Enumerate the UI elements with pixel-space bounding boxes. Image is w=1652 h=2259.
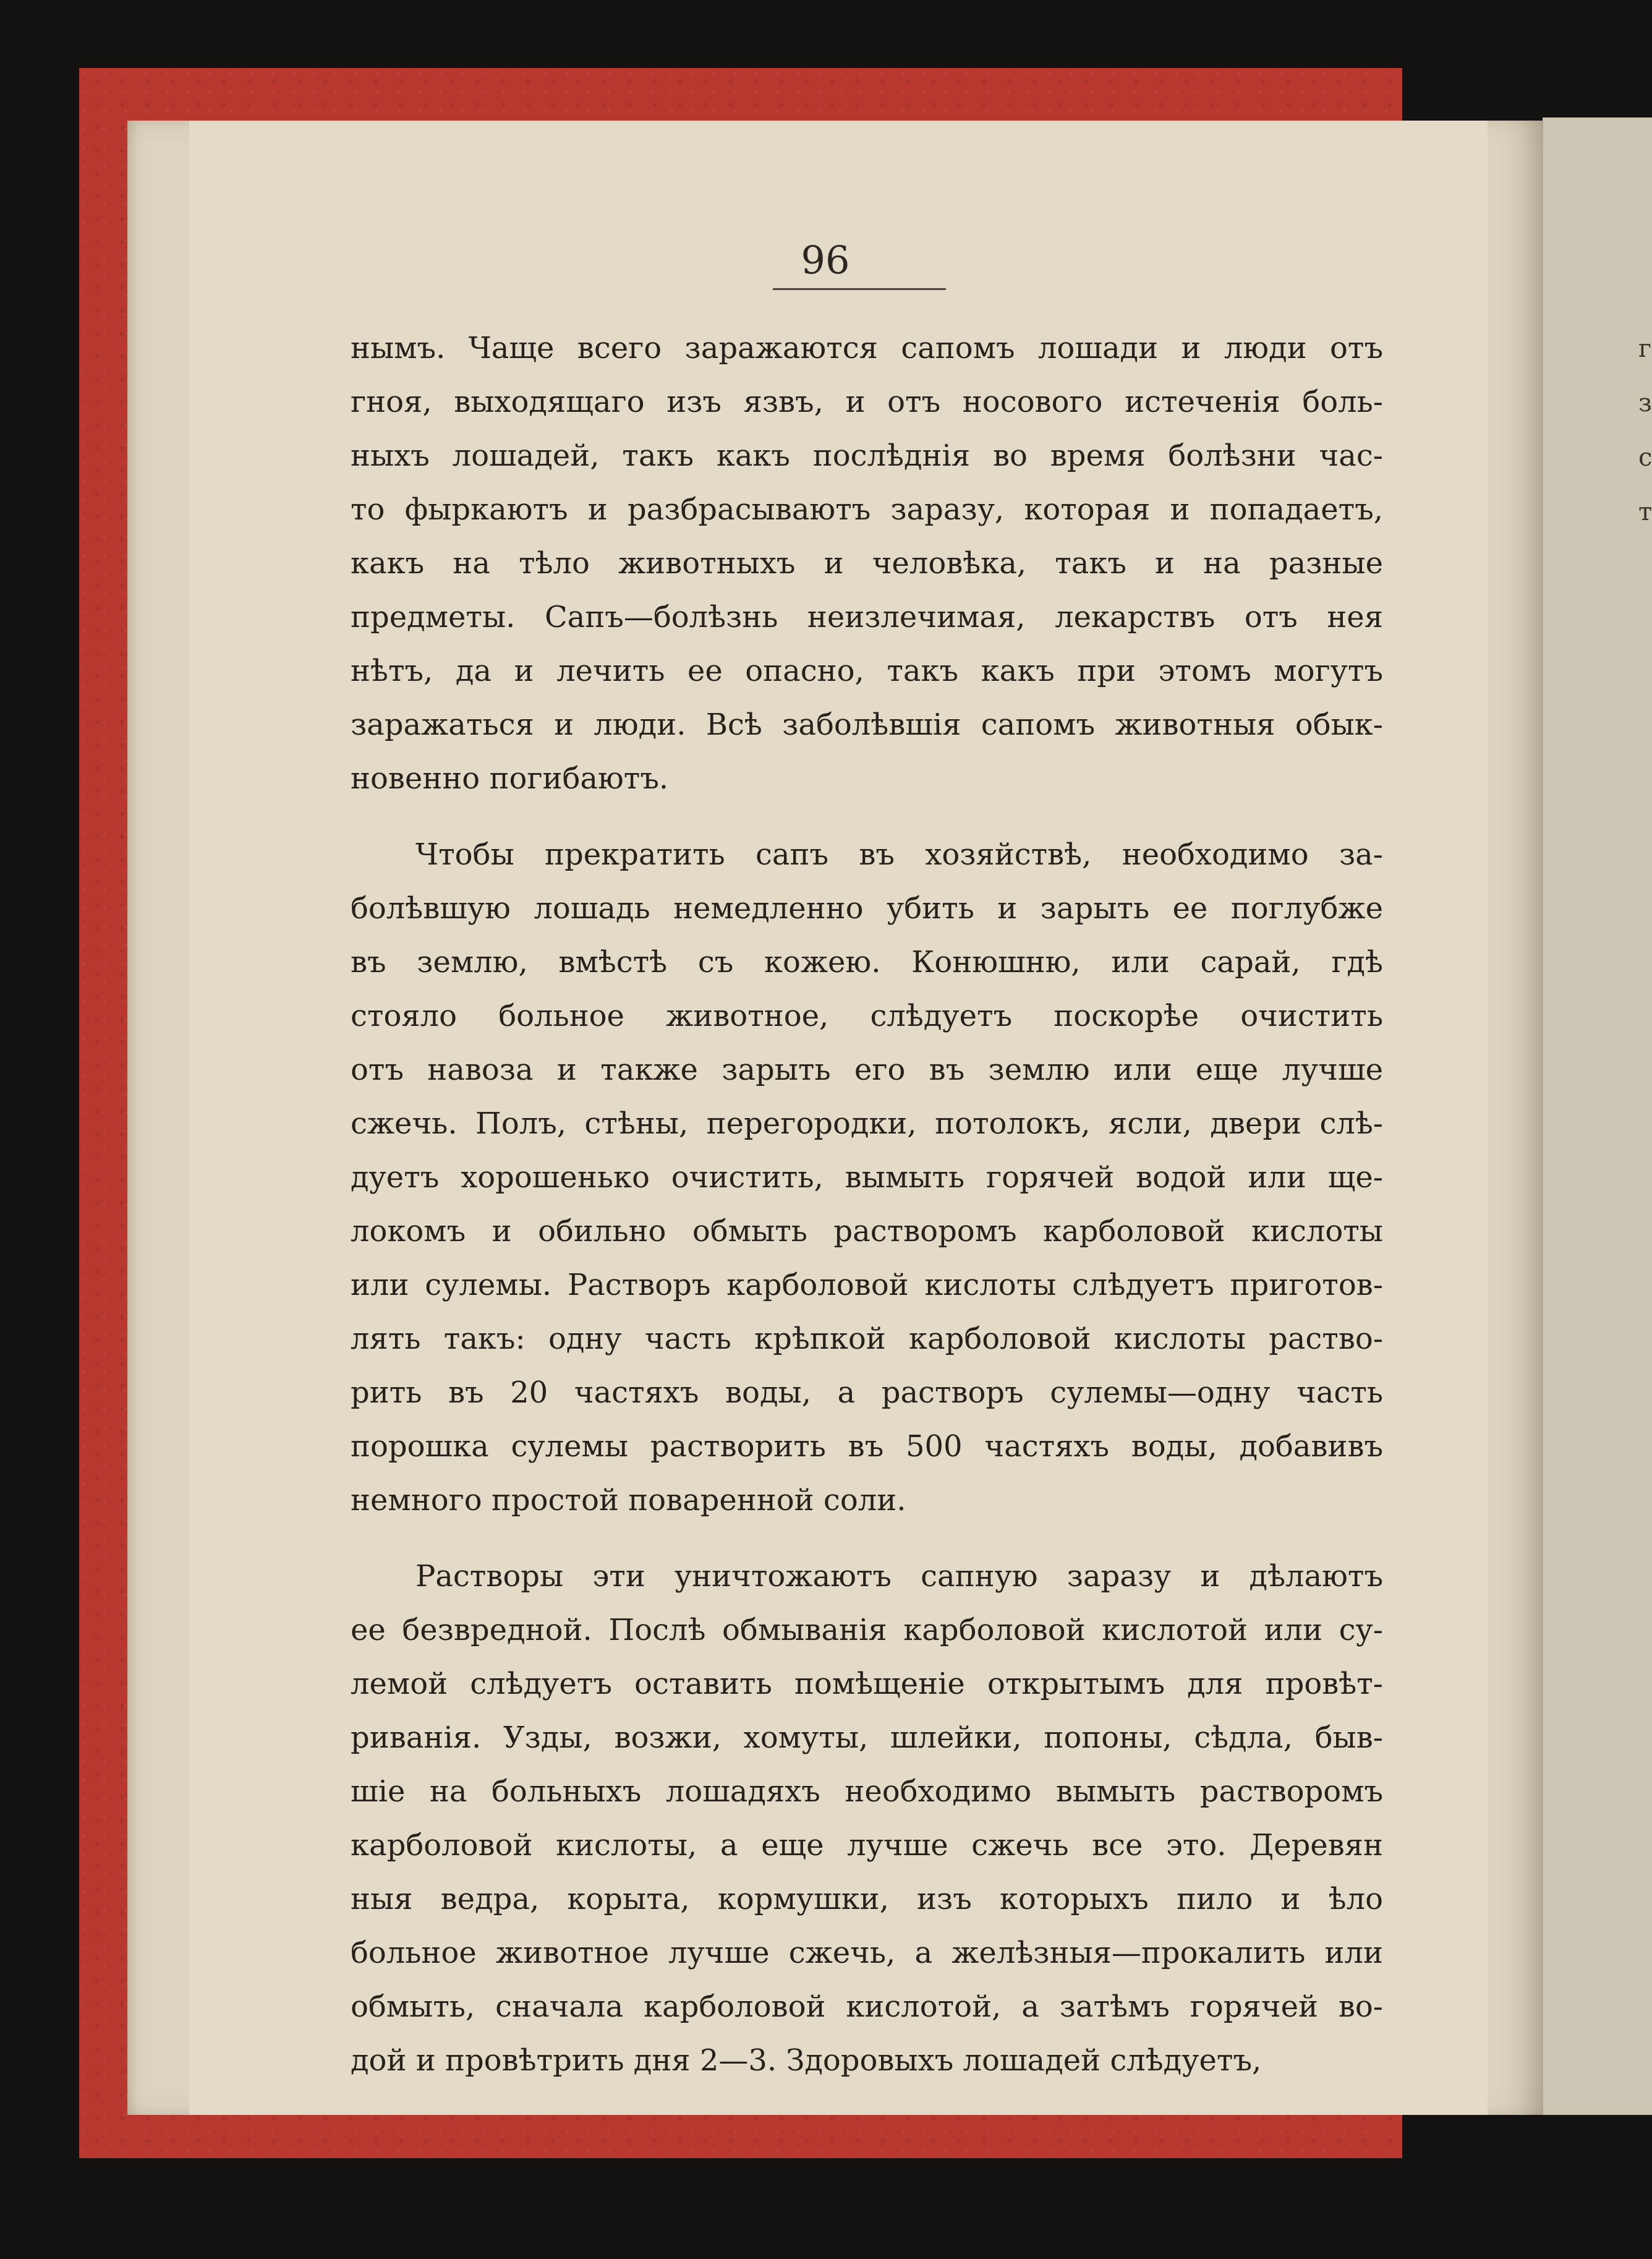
paragraph-gap [351, 1527, 1383, 1550]
page-number: 96 [801, 237, 850, 283]
text-line: локомъ и обильно обмыть растворомъ карболовой кислоты [351, 1214, 1383, 1249]
text-line: новенно погибаютъ. [351, 761, 669, 796]
paragraph [351, 828, 1383, 1527]
text-line: ныхъ лошадей, такъ какъ послѣднія во время болѣзни час- [351, 438, 1383, 473]
text-line: Растворы эти уничтожаютъ сапную заразу и дѣлаютъ [415, 1559, 1383, 1594]
text-line: обмыть, сначала карболовой кислотой, а затѣмъ горячей во- [351, 1989, 1383, 2024]
page-number-rule [773, 288, 946, 290]
text-line: предметы. Сапъ—болѣзнь неизлечимая, лекарствъ отъ нея [351, 600, 1383, 634]
text-line: карболовой кислоты, а еще лучше сжечь все это. Деревян [351, 1828, 1383, 1863]
text-line: то фыркаютъ и разбрасываютъ заразу, которая и попадаетъ, [351, 492, 1383, 527]
text-line: Чтобы прекратить сапъ въ хозяйствѣ, необходимо за- [415, 837, 1383, 872]
text-line: или сулемы. Растворъ карболовой кислоты слѣдуетъ приготов- [351, 1268, 1383, 1302]
text-line: стояло больное животное, слѣдуетъ поскорѣе очистить [351, 999, 1383, 1033]
paragraph [351, 1550, 1383, 2088]
text-line: риванія. Узды, возжи, хомуты, шлейки, попоны, сѣдла, быв- [351, 1720, 1383, 1755]
text-line: дой и провѣтрить дня 2—3. Здоровыхъ лошадей слѣдуетъ, [351, 2043, 1262, 2078]
text-line: ее безвредной. Послѣ обмыванія карболовой кислотой или су- [351, 1613, 1383, 1647]
text-line: нымъ. Чаще всего заражаются сапомъ лошади и люди отъ [351, 331, 1383, 365]
next-page-letter: з [1638, 389, 1652, 417]
next-page-fragment [1638, 322, 1652, 539]
text-line: больное животное лучше сжечь, а желѣзныя—прокалить или [351, 1936, 1383, 1970]
text-line: лемой слѣдуетъ оставить помѣщеніе открытымъ для провѣт- [351, 1667, 1383, 1701]
text-line: въ землю, вмѣстѣ съ кожею. Конюшню, или сарай, гдѣ [351, 945, 1383, 980]
next-page-letter: г [1638, 335, 1651, 363]
text-line: болѣвшую лошадь немедленно убить и зарыть ее поглубже [351, 891, 1383, 926]
text-line: отъ навоза и также зарыть его въ землю или еще лучше [351, 1053, 1383, 1087]
text-line: рить въ 20 частяхъ воды, а растворъ сулемы—одну часть [351, 1375, 1383, 1410]
paragraph [351, 322, 1383, 806]
text-line: сжечь. Полъ, стѣны, перегородки, потолокъ, ясли, двери слѣ- [351, 1106, 1383, 1141]
text-line: порошка сулемы растворить въ 500 частяхъ воды, добавивъ [351, 1429, 1383, 1464]
text-line: немного простой поваренной соли. [351, 1483, 906, 1518]
text-line: шіе на больныхъ лошадяхъ необходимо вымыть растворомъ [351, 1774, 1383, 1809]
text-line: нѣтъ, да и лечить ее опасно, такъ какъ при этомъ могутъ [351, 654, 1383, 688]
next-page-letter: с [1638, 443, 1652, 472]
text-line: какъ на тѣло животныхъ и человѣка, такъ и на разные [351, 546, 1383, 581]
text-line: гноя, выходящаго изъ язвъ, и отъ носового истеченія боль- [351, 385, 1383, 419]
text-line: заражаться и люди. Всѣ заболѣвшія сапомъ животныя обык- [351, 707, 1383, 742]
next-page-letter: т [1638, 498, 1652, 526]
body-text [351, 322, 1383, 2088]
text-line: дуетъ хорошенько очистить, вымыть горячей водой или ще- [351, 1160, 1383, 1195]
paragraph-gap [351, 806, 1383, 828]
next-page-edge [1543, 117, 1652, 2115]
text-line: лять такъ: одну часть крѣпкой карболовой кислоты раство- [351, 1322, 1383, 1356]
text-line: ныя ведра, корыта, кормушки, изъ которыхъ пило и ѣло [351, 1882, 1383, 1916]
